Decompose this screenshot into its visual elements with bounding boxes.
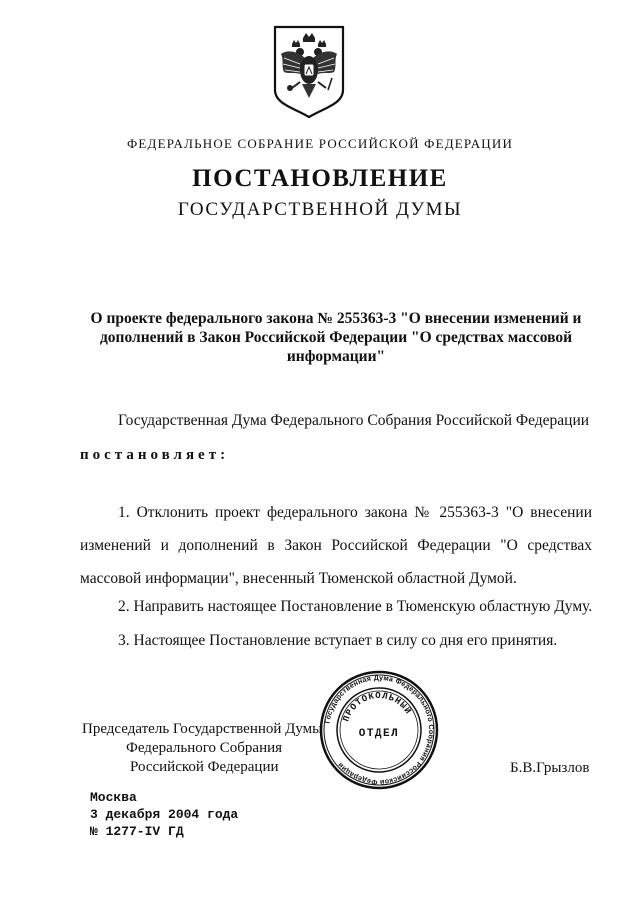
footer-number: № 1277-IV ГД xyxy=(90,824,184,839)
document-type-title: ПОСТАНОВЛЕНИЕ xyxy=(192,165,448,192)
footer-city: Москва xyxy=(90,790,137,805)
signatory-name: Б.В.Грызлов xyxy=(510,760,590,776)
document-footer xyxy=(90,789,238,840)
signatory-title-line: Российской Федерации xyxy=(130,759,279,775)
item-1-line: 1. Отклонить проект федерального закона № 255363-3 "О внесении xyxy=(118,504,592,521)
stamp-outer-text: Государственная Дума Федерального Собрания Российской Федерации xyxy=(322,672,437,788)
issuer-subtitle: ГОСУДАРСТВЕННОЙ ДУМЫ xyxy=(177,199,463,220)
resolution-item-2: 2. Направить настоящее Постановление в Тюменскую областную Думу. xyxy=(118,598,593,615)
stamp-inner-text: ПРОТОКОЛЬНЫЙ xyxy=(341,690,414,724)
organization-heading: ФЕДЕРАЛЬНОЕ СОБРАНИЕ РОССИЙСКОЙ ФЕДЕРАЦИИ xyxy=(126,136,514,151)
resolution-item-1 xyxy=(80,496,592,595)
item-1-line: массовой информации", внесенный Тюменской областной Думой. xyxy=(80,570,517,587)
document-subject xyxy=(86,309,586,366)
subject-line: информации" xyxy=(286,348,386,365)
footer-date: 3 декабря 2004 года xyxy=(90,807,239,822)
item-1-line: изменений и дополнений в Закон Российской Федерации "О средствах xyxy=(80,537,592,554)
subject-line: О проекте федерального закона № 255363-3 "О внесении изменений и xyxy=(90,310,582,327)
signatory-title-line: Председатель Государственной Думы xyxy=(82,721,323,737)
stamp-center-text: ОТДЕЛ xyxy=(358,728,400,740)
signatory-title xyxy=(82,720,342,777)
resolves-heading: постановляет: xyxy=(80,447,230,463)
subject-line: дополнений в Закон Российской Федерации "О средствах массовой xyxy=(99,329,573,346)
resolution-item-3: 3. Настоящее Постановление вступает в силу со дня его принятия. xyxy=(118,632,558,649)
intro-paragraph: Государственная Дума Федерального Собрания Российской Федерации xyxy=(118,412,590,429)
protocol-department-stamp xyxy=(318,669,440,791)
signatory-title-line: Федерального Собрания xyxy=(126,740,283,756)
russian-coat-of-arms-icon xyxy=(272,24,346,120)
